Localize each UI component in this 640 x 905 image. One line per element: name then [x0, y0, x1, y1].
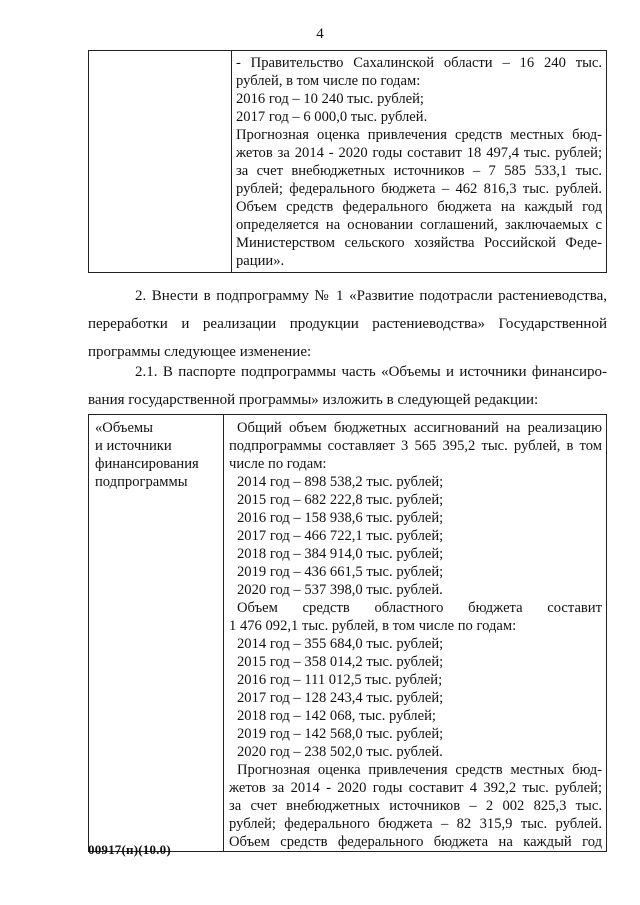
funding-table-continuation: [88, 50, 607, 273]
text-line: 2016 год – 158 938,6 тыс. рублей;: [237, 510, 444, 526]
paragraph-2-1: [88, 358, 607, 414]
text-line: 2019 год – 436 661,5 тыс. рублей;: [237, 564, 444, 580]
text-line: Объем средств областного бюджета составит: [237, 600, 602, 616]
text-line: - Правительство Сахалинской области – 16 240 тыс.: [236, 55, 602, 71]
text-line: 2017 год – 466 722,1 тыс. рублей;: [237, 528, 444, 544]
text-line: Министерством сельского хозяйства Российской Феде-: [236, 235, 602, 251]
text-line: 2016 год – 10 240 тыс. рублей;: [236, 91, 424, 107]
document-code: 00917(п)(10.0): [88, 842, 171, 857]
text-line: рублей; федерального бюджета – 82 315,9 тыс. рублей.: [229, 816, 602, 832]
text-line: рации».: [236, 253, 285, 269]
text-line: Общий объем бюджетных ассигнований на реализацию: [237, 420, 602, 436]
page-number: 4: [316, 26, 324, 42]
text-line: 2015 год – 682 222,8 тыс. рублей;: [237, 492, 444, 508]
table-right-cell: [224, 415, 607, 852]
text-line: за счет внебюджетных источников – 2 002 825,3 тыс.: [229, 798, 602, 814]
text-line: рублей, в том числе по годам:: [236, 73, 421, 89]
table-left-cell: [89, 415, 224, 852]
text-line: 2018 год – 384 914,0 тыс. рублей;: [237, 546, 444, 562]
text-line: Прогнозная оценка привлечения средств местных бюд-: [236, 127, 602, 143]
text-line: подпрограммы: [95, 474, 188, 490]
text-line: 2.1. В паспорте подпрограммы часть «Объемы и источники финансиро-: [135, 364, 607, 380]
text-line: рублей; федерального бюджета – 462 816,3 тыс. рублей.: [236, 181, 602, 197]
text-line: 2014 год – 898 538,2 тыс. рублей;: [237, 474, 444, 490]
text-line: 2020 год – 238 502,0 тыс. рублей.: [237, 744, 443, 760]
text-line: 2020 год – 537 398,0 тыс. рублей.: [237, 582, 443, 598]
text-line: 2018 год – 142 068, тыс. рублей;: [237, 708, 436, 724]
paragraph-2: [88, 282, 607, 366]
text-line: 2015 год – 358 014,2 тыс. рублей;: [237, 654, 444, 670]
text-line: финансирования: [95, 456, 199, 472]
text-line: 1 476 092,1 тыс. рублей, в том числе по годам:: [229, 618, 517, 634]
text-line: числе по годам:: [229, 456, 327, 472]
text-line: «Объемы: [95, 420, 153, 436]
text-line: 2016 год – 111 012,5 тыс. рублей;: [237, 672, 443, 688]
table-left-cell: [89, 51, 232, 273]
text-line: 2017 год – 6 000,0 тыс. рублей.: [236, 109, 428, 125]
text-line: подпрограммы составляет 3 565 395,2 тыс. рублей, в том: [229, 438, 602, 454]
text-line: 2017 год – 128 243,4 тыс. рублей;: [237, 690, 444, 706]
text-line: 2014 год – 355 684,0 тыс. рублей;: [237, 636, 444, 652]
subprogram-passport-table: [88, 414, 607, 852]
text-line: Прогнозная оценка привлечения средств местных бюд-: [237, 762, 602, 778]
text-line: Объем средств федерального бюджета на каждый год: [236, 199, 602, 215]
text-line: определяется на основании соглашений, заключаемых с: [236, 217, 602, 233]
text-line: программы следующее изменение:: [88, 344, 312, 360]
text-line: жетов за 2014 - 2020 годы составит 18 497,4 тыс. рублей;: [236, 145, 602, 161]
text-line: и источники: [95, 438, 172, 454]
text-line: 2. Внести в подпрограмму № 1 «Развитие подотрасли растениеводства,: [135, 288, 607, 304]
text-line: за счет внебюджетных источников – 7 585 533,1 тыс.: [236, 163, 602, 179]
text-line: 2019 год – 142 568,0 тыс. рублей;: [237, 726, 444, 742]
table-right-cell: [232, 51, 607, 273]
text-line: вания государственной программы» изложить в следующей редакции:: [88, 392, 539, 408]
text-line: Объем средств федерального бюджета на каждый год: [229, 834, 602, 850]
text-line: жетов за 2014 - 2020 годы составит 4 392,2 тыс. рублей;: [229, 780, 602, 796]
text-line: переработки и реализации продукции растениеводства» Государственной: [88, 316, 607, 332]
